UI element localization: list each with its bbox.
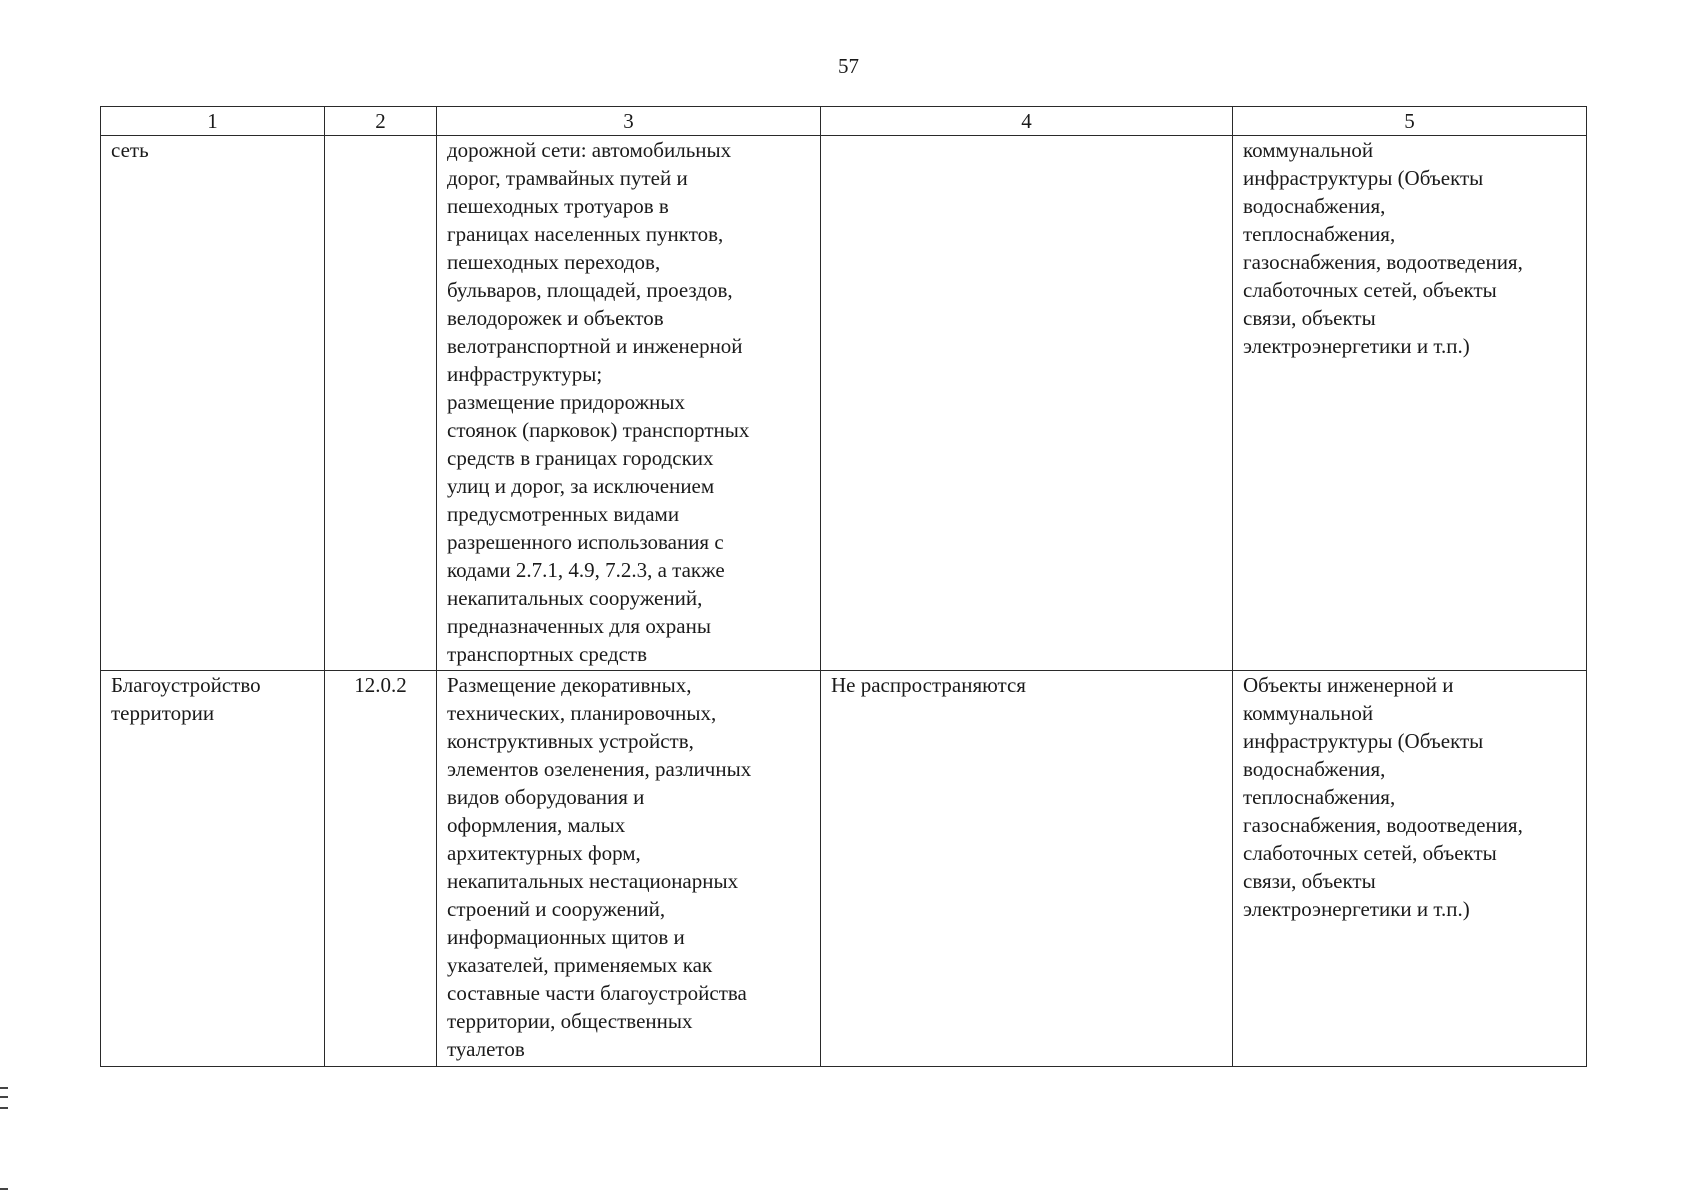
- page-number: 57: [838, 54, 859, 78]
- cell-parameters: [821, 671, 1233, 1067]
- header-col-2: 2: [325, 107, 437, 136]
- cell-parameters: [821, 136, 1233, 671]
- cell-objects: [1233, 136, 1587, 671]
- cell-text: Размещение декоративных, технических, планировочных, конструктивных устройств, элементов озеленения, различных видов оборудования и оформления, малых архитектурных форм, некапитальных нестационарных строений и сооружений, информационных щитов и указателей, применяемых как составные части благоустройства территории, общественных туалетов: [447, 673, 752, 1061]
- table-header-row: [101, 107, 1587, 136]
- cell-text: дорожной сети: автомобильных дорог, трамвайных путей и пешеходных тротуаров в границах населенных пунктов, пешеходных переходов, бульваров, площадей, проездов, велодорожек и объектов велотранспортной и инженерной инфраструктуры; размещение придорожных стоянок (парковок) транспортных средств в границах городских улиц и дорог, за исключением предусмотренных видами разрешенного использования с кодами 2.7.1, 4.9, 7.2.3, а также некапитальных сооружений, предназначенных для охраны транспортных средств: [447, 138, 750, 666]
- header-col-5: 5: [1233, 107, 1587, 136]
- cell-text: коммунальной инфраструктуры (Объекты водоснабжения, теплоснабжения, газоснабжения, водоотведения, слаботочных сетей, объекты связи, объекты электроэнергетики и т.п.): [1243, 138, 1523, 358]
- margin-binding-mark: [0, 1087, 8, 1109]
- cell-code: [325, 671, 437, 1067]
- cell-text: 12.0.2: [354, 673, 407, 697]
- cell-text: сеть: [111, 138, 149, 162]
- cell-objects: [1233, 671, 1587, 1067]
- cell-code: [325, 136, 437, 671]
- land-use-table: [100, 106, 1587, 1067]
- cell-description: [437, 671, 821, 1067]
- cell-text: Не распространяются: [831, 673, 1026, 697]
- cell-text: Благоустройство территории: [111, 673, 261, 725]
- header-col-3: 3: [437, 107, 821, 136]
- margin-binding-mark: [0, 1188, 8, 1190]
- cell-text: Объекты инженерной и коммунальной инфраструктуры (Объекты водоснабжения, теплоснабжения, газоснабжения, водоотведения, слаботочных сетей, объекты связи, объекты электроэнергетики и т.п.): [1243, 673, 1523, 921]
- header-col-1: 1: [101, 107, 325, 136]
- table-row: [101, 671, 1587, 1067]
- table-row: [101, 136, 1587, 671]
- cell-use-name: [101, 671, 325, 1067]
- cell-description: [437, 136, 821, 671]
- cell-use-name: [101, 136, 325, 671]
- header-col-4: 4: [821, 107, 1233, 136]
